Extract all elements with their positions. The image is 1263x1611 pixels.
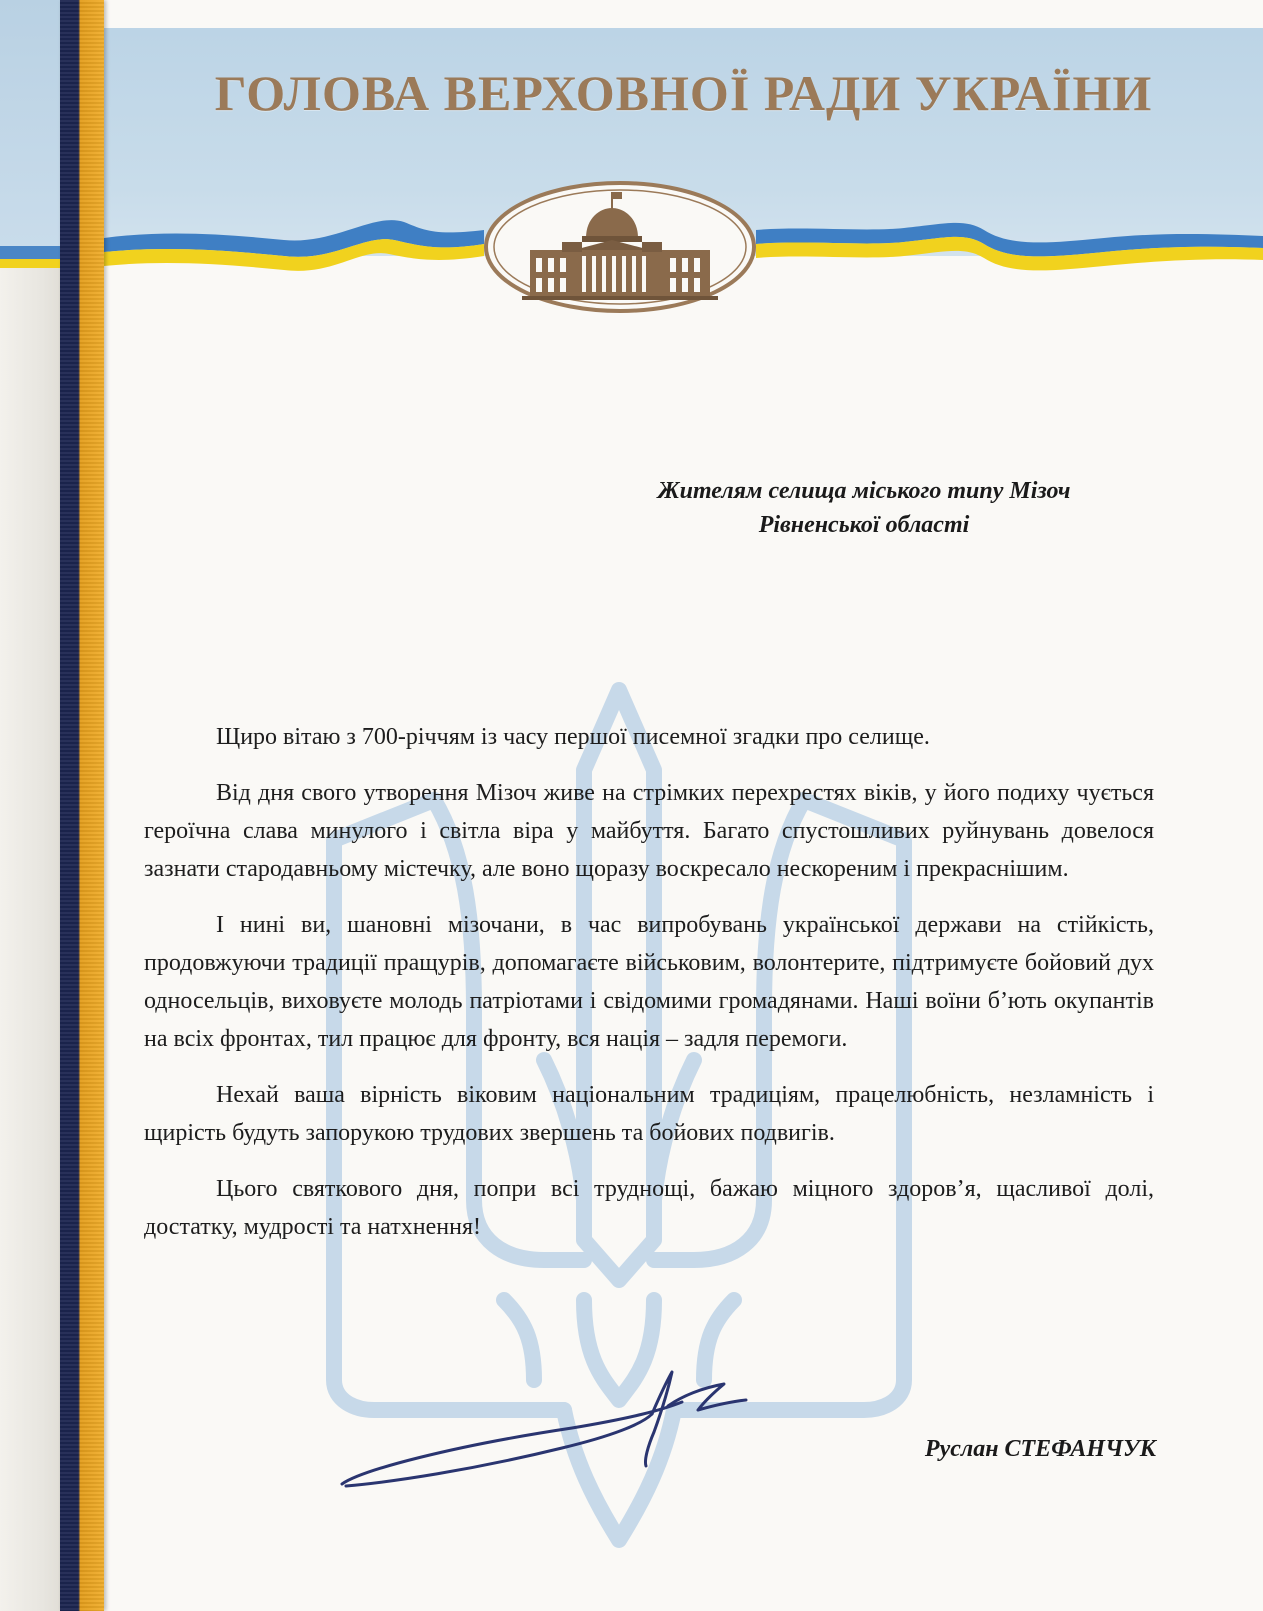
body-paragraph-2: Від дня свого утворення Мізоч живе на стрімких перехрестях віків, у його подиху чується героїчна слава минулого і світла віра у майбуття. Багато спустошливих руйнувань довелося зазнати стародавньому містечку, але воно щоразу воскресало нескореним і прекраснішим. <box>144 780 1154 882</box>
letter-sheet <box>104 0 1263 1611</box>
recipient-line-1: Жителям селища міського типу Мізоч <box>657 478 1071 504</box>
letter-body <box>144 718 1154 1264</box>
signer-name: Руслан СТЕФАНЧУК <box>924 1436 1156 1462</box>
verkhovna-rada-building-icon <box>482 180 758 314</box>
body-paragraph-3: І нині ви, шановні мізочани, в час випробувань української держави на стійкість, продовжуючи традиції пращурів, допомагаєте військовим, волонтерите, підтримуєте бойовий дух односельців, виховуєте молодь патріотами і свідомими громадянами. Наші воїни б’ють окупантів на всіх фронтах, тил працює для фронту, вся нація – задля перемоги. <box>144 912 1154 1052</box>
handwritten-signature <box>332 1366 762 1496</box>
recipient-block <box>544 474 1184 542</box>
body-paragraph-1: Щиро вітаю з 700-річчям із часу першої писемної згадки про селище. <box>216 724 930 750</box>
ribbon-bookmark <box>60 0 104 1611</box>
body-paragraph-4: Нехай ваша вірність віковим національним традиціям, працелюбність, незламність і щирість будуть запорукою трудових звершень та бойових подвигів. <box>144 1082 1154 1146</box>
body-paragraph-5: Цього святкового дня, попри всі труднощі, бажаю міцного здоров’я, щасливої долі, достатку, мудрості та натхнення! <box>144 1176 1154 1240</box>
recipient-line-2: Рівненської області <box>758 512 970 538</box>
letterhead-title: ГОЛОВА ВЕРХОВНОЇ РАДИ УКРАЇНИ <box>214 65 1153 121</box>
